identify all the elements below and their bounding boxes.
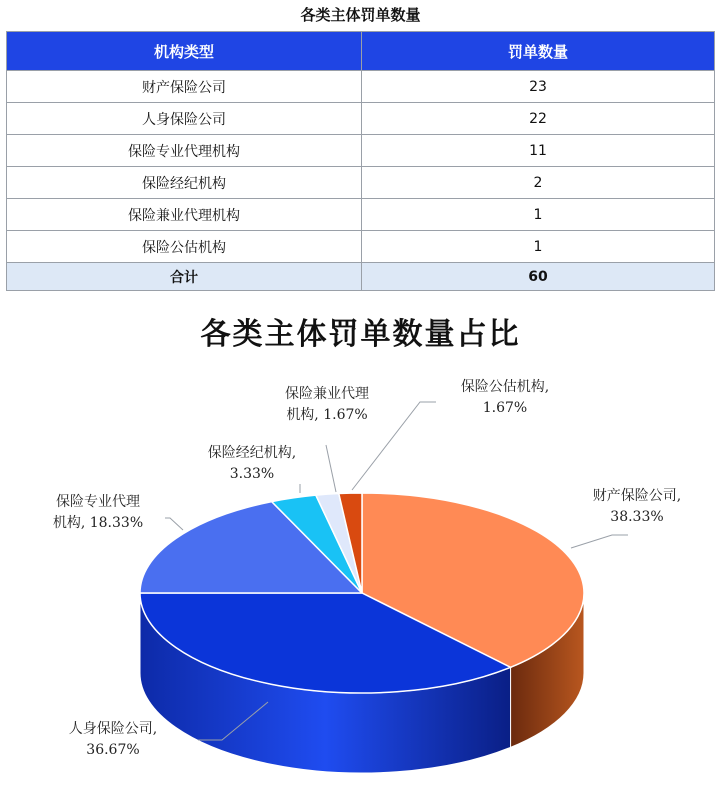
chart-title: 各类主体罚单数量占比 <box>200 317 521 352</box>
row-name: 保险兼业代理机构 <box>7 199 362 231</box>
row-count: 22 <box>362 103 715 135</box>
header-institution-type: 机构类型 <box>7 32 362 71</box>
pie-label-name: 保险经纪机构, <box>207 445 297 461</box>
pie-label-percent: 36.67% <box>86 742 140 758</box>
total-value: 60 <box>362 263 715 291</box>
row-count: 11 <box>362 135 715 167</box>
pie-label-percent: 3.33% <box>229 466 275 482</box>
pie-label-name: 保险兼业代理 <box>285 386 369 402</box>
header-penalty-count: 罚单数量 <box>362 32 715 71</box>
pie-label-percent: 机构, 18.33% <box>52 515 144 531</box>
table-title: 各类主体罚单数量 <box>300 6 421 24</box>
pie-label-name: 财产保险公司, <box>592 488 682 504</box>
pie-label-name: 人身保险公司, <box>68 721 158 737</box>
total-label: 合计 <box>7 263 362 291</box>
row-count: 23 <box>362 71 715 103</box>
row-name: 保险公估机构 <box>7 231 362 263</box>
row-count: 2 <box>362 167 715 199</box>
pie-leader-line <box>326 445 336 492</box>
pie-label-name: 保险专业代理 <box>56 494 140 510</box>
pie-label-percent: 1.67% <box>482 400 528 416</box>
pie-label-percent: 38.33% <box>610 509 664 525</box>
row-name: 保险经纪机构 <box>7 167 362 199</box>
row-name: 保险专业代理机构 <box>7 135 362 167</box>
pie-top <box>140 493 584 693</box>
row-count: 1 <box>362 199 715 231</box>
pie-leader-line <box>571 535 628 548</box>
row-name: 财产保险公司 <box>7 71 362 103</box>
row-name: 人身保险公司 <box>7 103 362 135</box>
pie-label-percent: 机构, 1.67% <box>286 407 368 423</box>
pie-leader-line <box>165 518 183 530</box>
pie-label-name: 保险公估机构, <box>460 379 550 395</box>
row-count: 1 <box>362 231 715 263</box>
